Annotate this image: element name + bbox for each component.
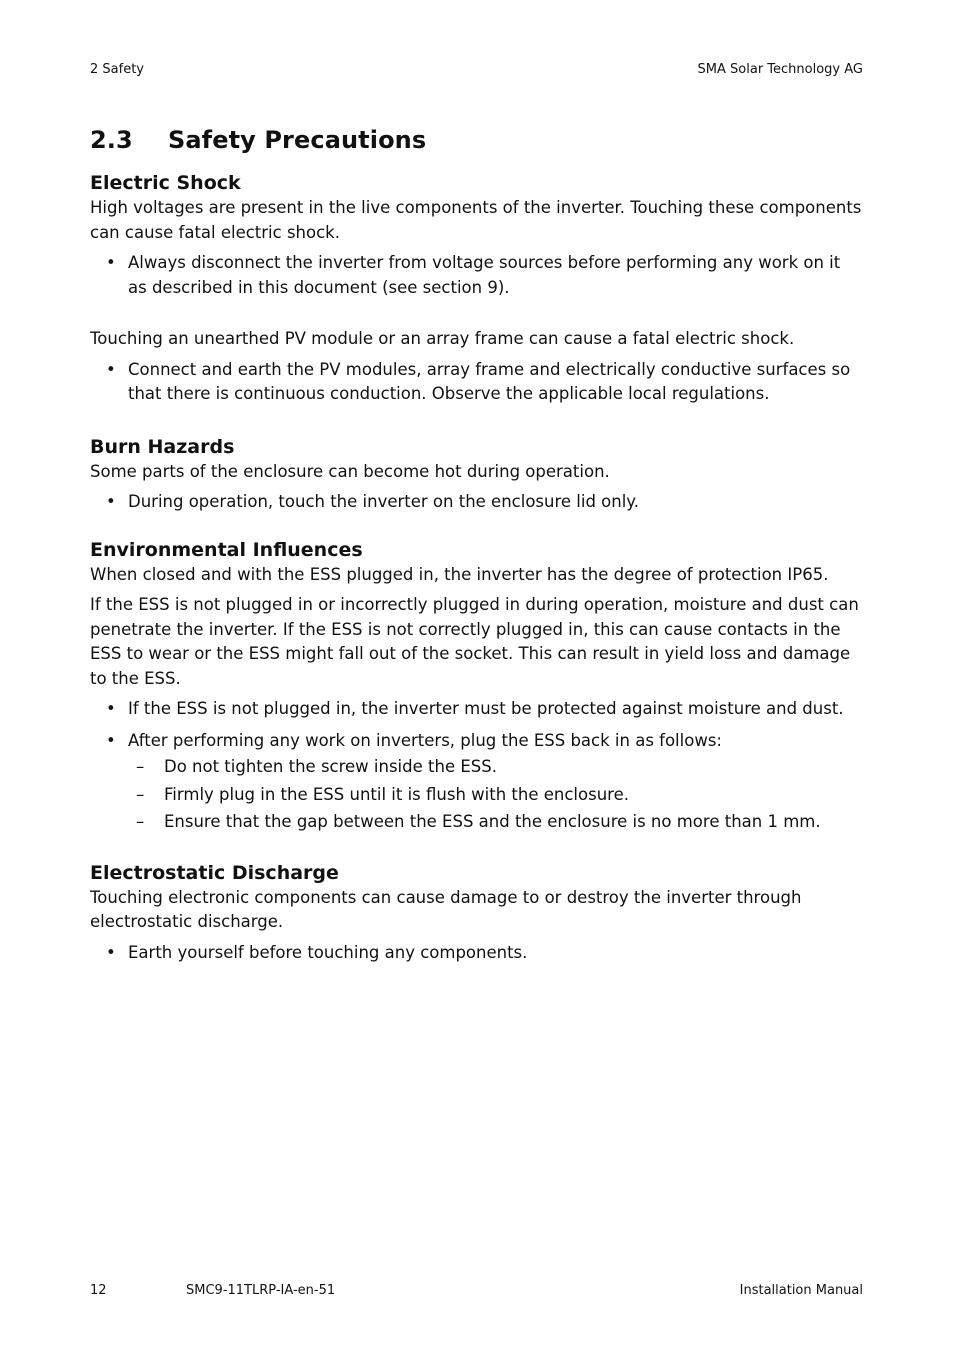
section-title: Safety Precautions [168,126,427,154]
page-number: 12 [90,1283,107,1298]
page-content [90,126,863,972]
section-number: 2.3 [90,126,133,154]
burn-paragraph-1: Some parts of the enclosure can become hot during operation. [90,461,610,481]
heading-electrostatic-discharge: Electrostatic Discharge [90,861,339,884]
list-item: • Always disconnect the inverter from voltage sources before performing any work on it as described in this document (see section 9). [90,251,863,300]
electric-shock-list-1 [90,251,863,300]
heading-environmental-influences: Environmental Influences [90,538,363,561]
section-heading [90,126,863,154]
heading-electric-shock: Electric Shock [90,172,241,194]
environment-paragraph-2: If the ESS is not plugged in or incorrectly plugged in during operation, moisture and dust can penetrate the inverter. If the ESS is not correctly plugged in, this can cause contacts in the ESS to wear or the ESS might fall out of the socket. This can result in yield loss and damage to the ESS. [90,595,859,688]
sublist-item: – Ensure that the gap between the ESS and the enclosure is no more than 1 mm. [128,810,863,835]
environment-sublist [128,755,863,835]
environment-list [90,697,863,835]
list-item [90,729,863,835]
document-type: Installation Manual [739,1283,863,1298]
header-chapter: 2 Safety [90,62,144,77]
sublist-item: – Firmly plug in the ESS until it is flush with the enclosure. [128,783,863,808]
list-item: • Earth yourself before touching any components. [90,941,863,966]
list-item-text: After performing any work on inverters, plug the ESS back in as follows: [128,730,722,750]
electrostatic-list [90,941,863,966]
electric-shock-paragraph-2: Touching an unearthed PV module or an array frame can cause a fatal electric shock. [90,329,795,348]
header-company: SMA Solar Technology AG [697,62,863,77]
list-item: • During operation, touch the inverter on the enclosure lid only. [90,490,863,515]
sublist-item: – Do not tighten the screw inside the ESS. [128,755,863,780]
burn-list [90,490,863,515]
heading-burn-hazards: Burn Hazards [90,435,235,458]
document-code: SMC9-11TLRP-IA-en-51 [186,1283,336,1298]
electric-shock-list-2 [90,358,863,407]
list-item: • Connect and earth the PV modules, array frame and electrically conductive surfaces so that there is continuous conduction. Observe the applicable local regulations. [90,358,863,407]
electric-shock-paragraph-1: High voltages are present in the live components of the inverter. Touching these components can cause fatal electric shock. [90,198,862,242]
electrostatic-paragraph-1: Touching electronic components can cause damage to or destroy the inverter through electrostatic discharge. [90,887,802,931]
list-item: • If the ESS is not plugged in, the inverter must be protected against moisture and dust. [90,697,863,722]
environment-paragraph-1: When closed and with the ESS plugged in, the inverter has the degree of protection IP65. [90,564,829,584]
